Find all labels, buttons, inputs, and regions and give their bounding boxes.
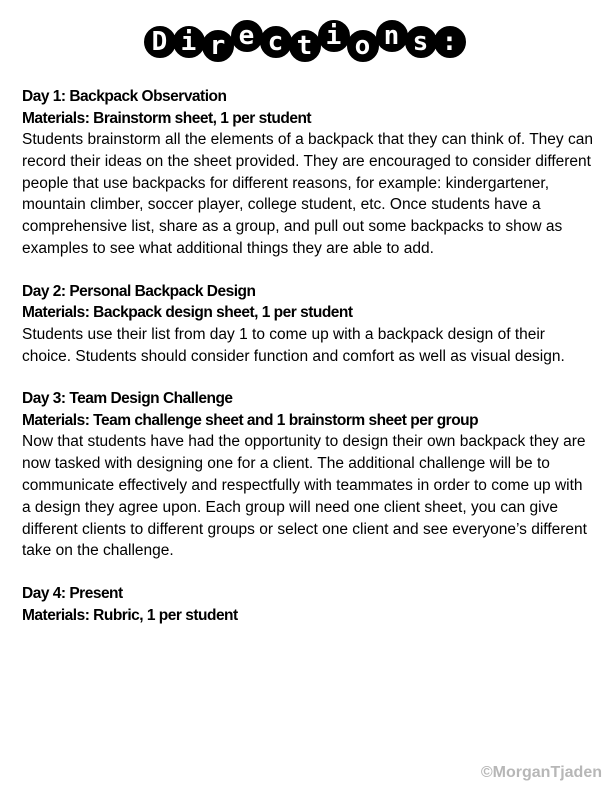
day-2-body: Students use their list from day 1 to come up with a backpack design of their choice. Students should consider function and comfort as well as visual design. bbox=[22, 325, 565, 365]
day-3-section bbox=[22, 388, 594, 562]
title-letter: : bbox=[434, 26, 466, 58]
title-letter: n bbox=[376, 20, 408, 52]
title-letter: c bbox=[260, 26, 292, 58]
day-3-heading: Day 3: Team Design Challenge bbox=[22, 390, 233, 408]
title-letter: i bbox=[173, 26, 205, 58]
day-1-body: Students brainstorm all the elements of a backpack that they can think of. They can record their ideas on the sheet provided. They are encouraged to consider different people that use backpacks for different reasons, for example: kindergartener, mountain climber, soccer player, college student, etc. Once students have a comprehensive list, share as a group, and pull out some backpacks to show as examples to see what additional things they are able to add. bbox=[22, 131, 593, 257]
title-letter: i bbox=[318, 20, 350, 52]
day-1-materials: Materials: Brainstorm sheet, 1 per student bbox=[22, 109, 312, 127]
day-4-section bbox=[22, 583, 594, 626]
day-4-heading: Day 4: Present bbox=[22, 585, 123, 603]
day-1-section bbox=[22, 86, 594, 260]
page-title bbox=[0, 20, 612, 64]
title-letter: D bbox=[144, 26, 176, 58]
title-letter: e bbox=[231, 20, 263, 52]
day-3-materials: Materials: Team challenge sheet and 1 brainstorm sheet per group bbox=[22, 411, 479, 429]
page-title-letters bbox=[147, 21, 466, 61]
day-1-heading: Day 1: Backpack Observation bbox=[22, 88, 227, 105]
day-2-heading: Day 2: Personal Backpack Design bbox=[22, 282, 256, 300]
title-letter: o bbox=[347, 30, 379, 62]
copyright-notice: ©MorganTjaden bbox=[480, 764, 602, 781]
directions-content bbox=[22, 86, 594, 647]
day-3-body: Now that students have had the opportunity to design their own backpack they are now tasked with designing one for a client. The additional challenge will be to communicate effectively and respectfully with teammates in order to come up with a design they agree upon. Each group will need one client sheet, you can give different clients to different groups or select one client and see everyone’s different take on the challenge. bbox=[22, 433, 587, 560]
title-letter: s bbox=[405, 26, 437, 58]
title-letter: r bbox=[202, 30, 234, 62]
day-2-section bbox=[22, 281, 594, 368]
title-letter: t bbox=[289, 30, 321, 62]
day-4-materials: Materials: Rubric, 1 per student bbox=[22, 606, 238, 624]
day-2-materials: Materials: Backpack design sheet, 1 per student bbox=[22, 304, 353, 322]
